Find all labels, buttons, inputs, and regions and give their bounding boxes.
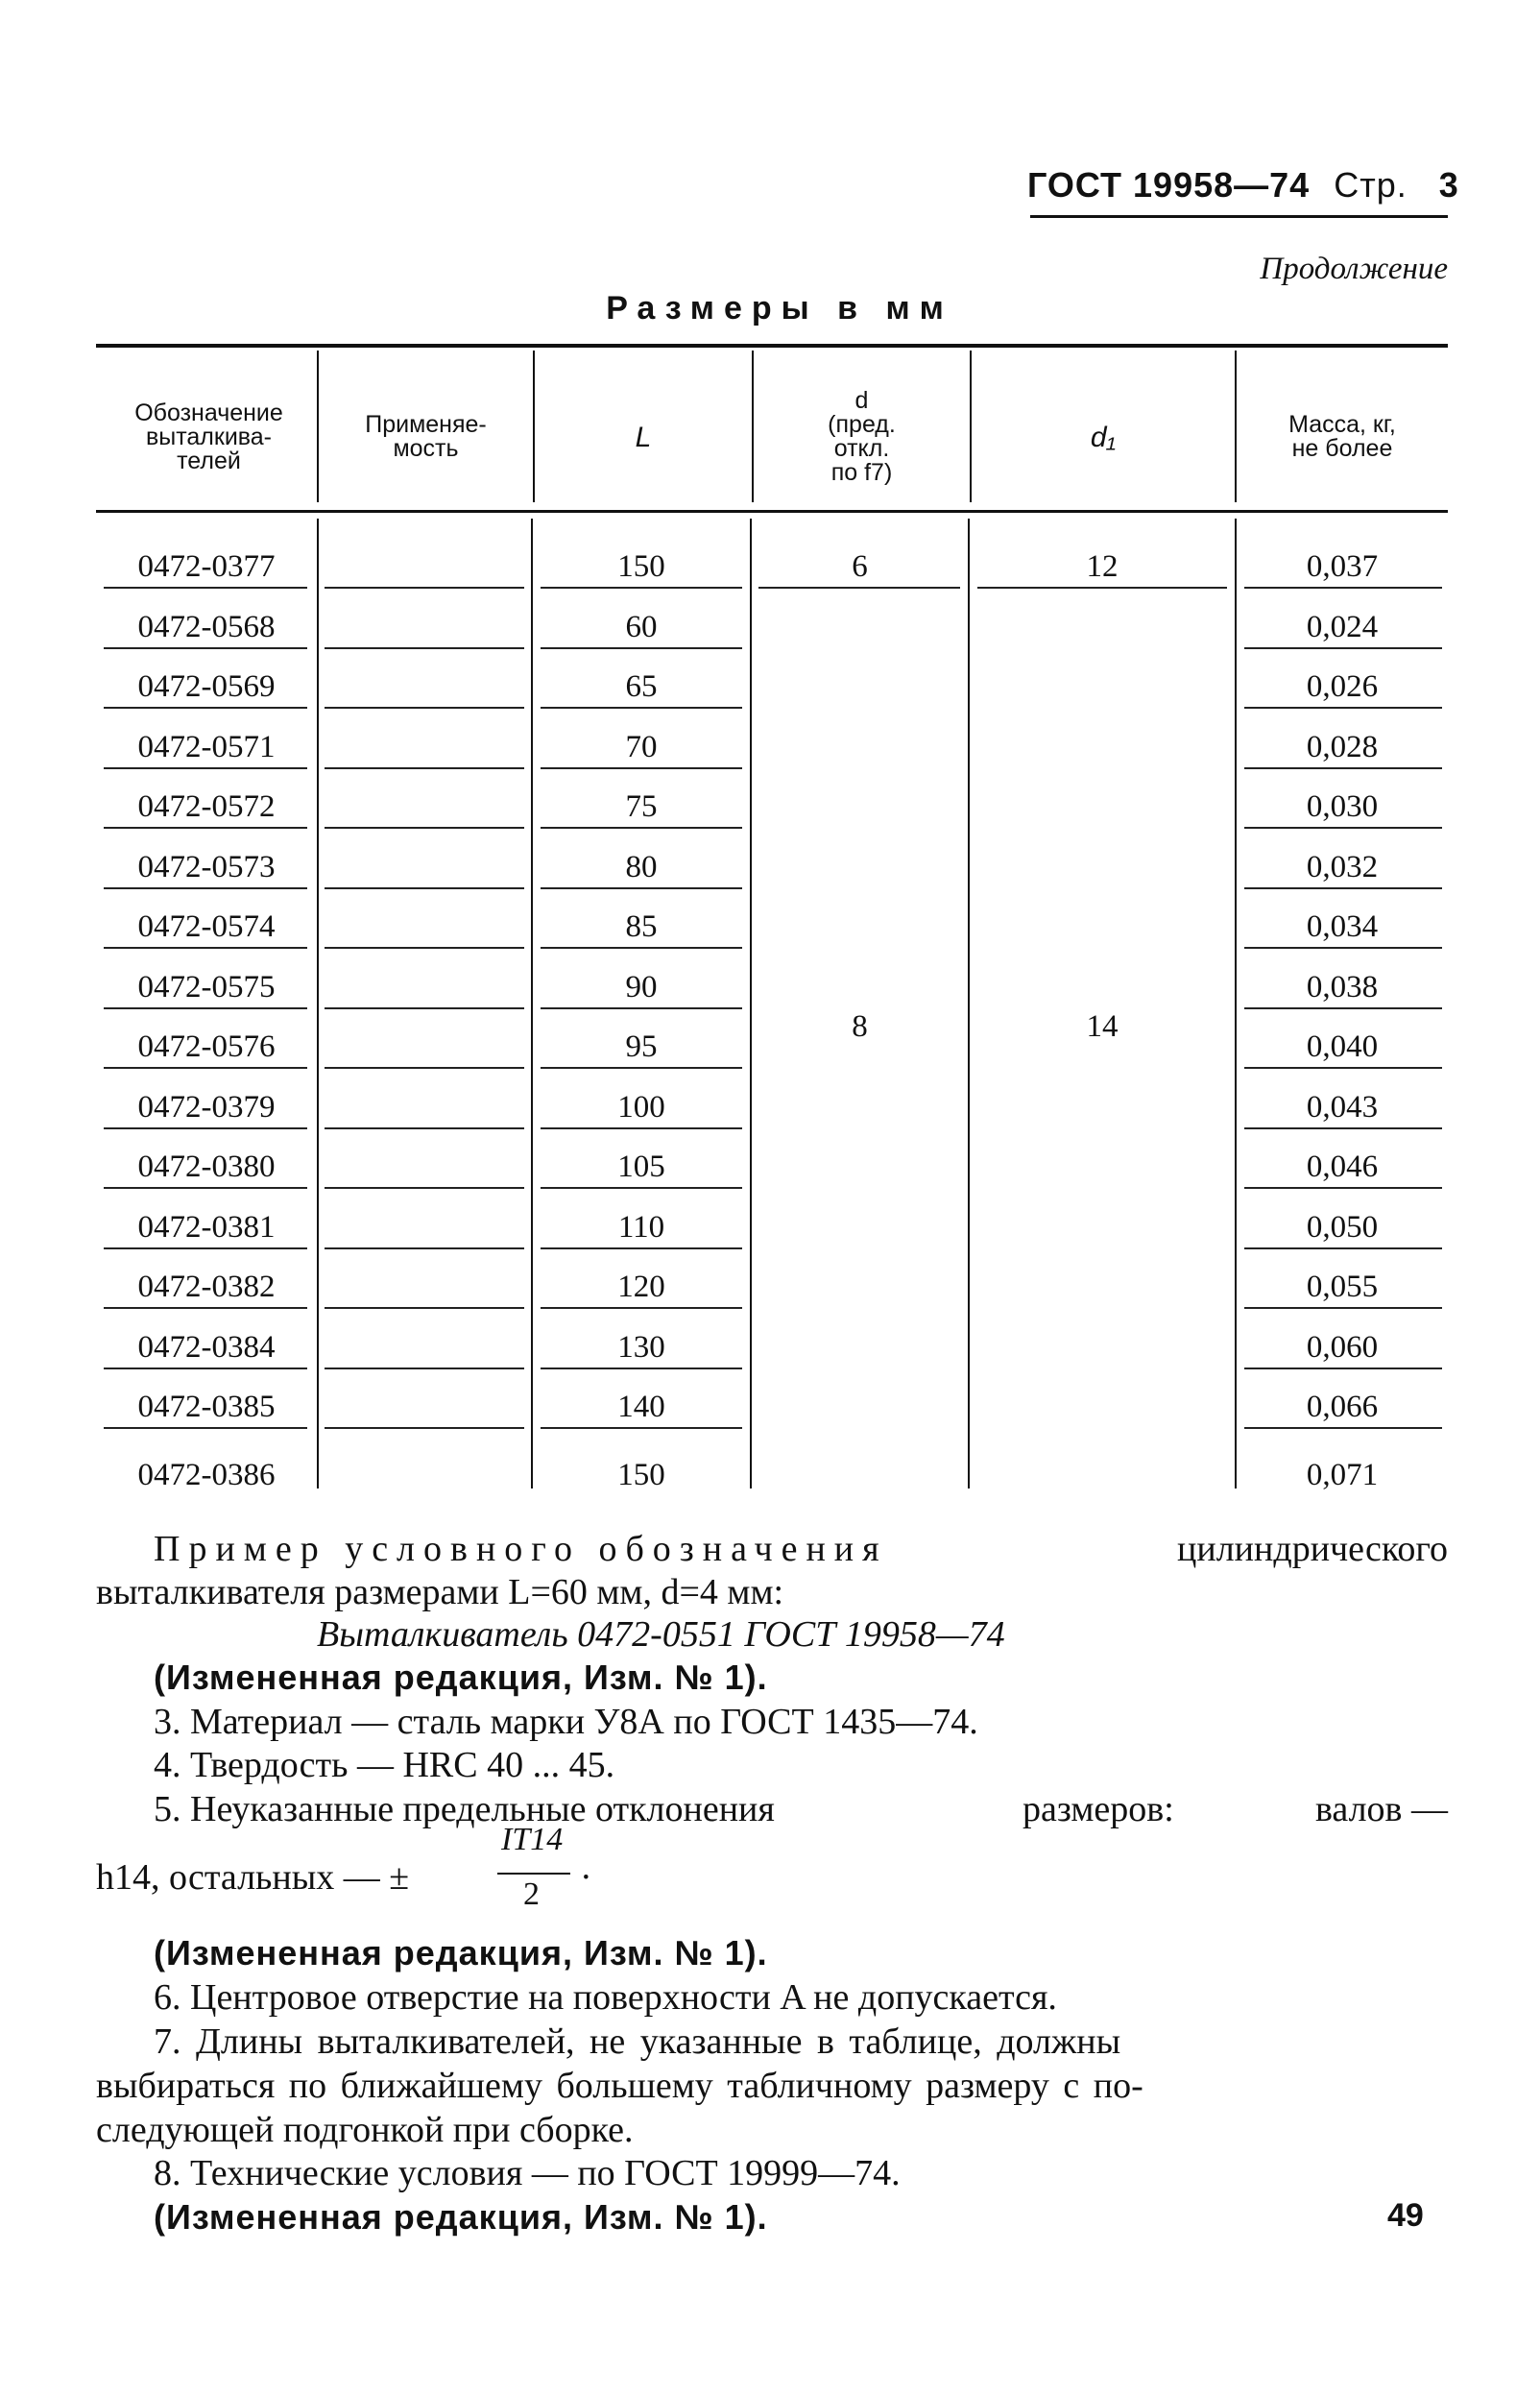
row-underline: [541, 1247, 742, 1249]
header-designation: Обозначение выталкива- телей: [134, 399, 283, 474]
row-underline: [541, 1007, 742, 1009]
cell-L: 120: [617, 1270, 665, 1304]
row-underline: [1244, 1067, 1442, 1069]
cell-L: 100: [617, 1089, 665, 1125]
row-underline: [541, 887, 742, 889]
row-underline: [104, 707, 307, 709]
row-underline: [1244, 1127, 1442, 1129]
row-underline: [541, 647, 742, 649]
cell-designation: 0472-0381: [137, 1209, 276, 1245]
row-underline: [325, 1367, 524, 1369]
cell-L: 150: [617, 1457, 665, 1492]
row-underline: [104, 587, 307, 589]
cell-mass: 0,071: [1306, 1457, 1379, 1492]
row-underline: [1244, 1307, 1442, 1309]
cell-mass: 0,046: [1306, 1150, 1379, 1184]
cell-mass: 0,060: [1306, 1329, 1379, 1365]
row-underline: [104, 1007, 307, 1009]
fraction-denominator: 2: [523, 1876, 540, 1912]
example-designation: Выталкиватель 0472-0551 ГОСТ 19958—74: [317, 1614, 1005, 1655]
units-caption: Размеры в мм: [606, 290, 953, 327]
cell-L: 110: [617, 1209, 665, 1245]
cell-mass: 0,028: [1306, 729, 1379, 764]
row-underline: [1244, 1187, 1442, 1189]
row-underline: [325, 1187, 524, 1189]
row-underline: [325, 707, 524, 709]
example-line-2: выталкивателя размерами L=60 мм, d=4 мм:: [96, 1572, 784, 1612]
row-underline: [325, 947, 524, 949]
cell-designation: 0472-0385: [137, 1390, 276, 1424]
item-5: 5. Неуказанные предельные отклонения размеров: валов —: [154, 1789, 1448, 1829]
header-L: L: [635, 421, 652, 453]
row-underline: [541, 947, 742, 949]
row-underline: [104, 1307, 307, 1309]
cell-L: 130: [617, 1329, 665, 1365]
row-underline: [104, 767, 307, 769]
row-underline: [541, 1307, 742, 1309]
row-underline: [325, 1067, 524, 1069]
row-underline: [1244, 1427, 1442, 1429]
row-underline: [541, 1067, 742, 1069]
continuation-label: Продолжение: [1260, 252, 1448, 286]
header-d1: d₁: [1090, 421, 1117, 453]
cell-designation: 0472-0568: [137, 609, 276, 644]
cell-designation: 0472-0384: [137, 1329, 276, 1365]
item-3: 3. Материал — сталь марки У8А по ГОСТ 1435—74.: [154, 1702, 978, 1742]
row-underline: [325, 1127, 524, 1129]
cell-mass: 0,038: [1306, 969, 1379, 1004]
header-d: d (пред. откл. по f7): [828, 387, 896, 486]
row-underline: [104, 1367, 307, 1369]
item-4: 4. Твердость — HRC 40 ... 45.: [154, 1745, 615, 1785]
cell-L: 60: [625, 609, 658, 644]
row-underline: [541, 827, 742, 829]
cell-d1-first: 12: [1086, 549, 1119, 584]
item-7-line-1: 7. Длины выталкивателей, не указанные в таблице, должны: [154, 2021, 1121, 2062]
cell-mass: 0,032: [1306, 849, 1379, 884]
cell-L: 65: [625, 669, 658, 704]
row-underline: [325, 827, 524, 829]
cell-mass: 0,043: [1306, 1089, 1379, 1125]
cell-mass: 0,030: [1306, 789, 1379, 824]
table-top-rule: [96, 344, 1448, 348]
row-underline: [541, 1187, 742, 1189]
row-underline: [104, 1427, 307, 1429]
row-underline: [104, 947, 307, 949]
amendment-note-3: (Измененная редакция, Изм. № 1).: [154, 2197, 768, 2237]
cell-L: 105: [617, 1150, 665, 1184]
cell-L: 95: [625, 1029, 658, 1064]
cell-L: 80: [625, 849, 658, 884]
cell-L: 75: [625, 789, 658, 824]
cell-mass: 0,026: [1306, 669, 1379, 704]
row-underline: [1244, 587, 1442, 589]
cell-designation: 0472-0575: [137, 969, 276, 1004]
amendment-note-1: (Измененная редакция, Изм. № 1).: [154, 1658, 768, 1697]
row-underline: [541, 1427, 742, 1429]
cell-L: 85: [625, 909, 658, 944]
row-underline: [325, 767, 524, 769]
row-underline: [325, 1007, 524, 1009]
row-underline: [977, 587, 1227, 589]
row-underline: [541, 1127, 742, 1129]
cell-mass: 0,024: [1306, 609, 1379, 644]
header-page-number: 3: [1438, 165, 1459, 205]
fraction-numerator: IT14: [501, 1822, 564, 1857]
cell-designation: 0472-0576: [137, 1029, 276, 1064]
item-8: 8. Технические условия — по ГОСТ 19999—74.: [154, 2153, 901, 2193]
cell-d1-merged: 14: [1086, 1009, 1119, 1044]
row-underline: [1244, 1367, 1442, 1369]
header-applicability: Применяе- мость: [365, 411, 487, 462]
header-mass: Масса, кг, не более: [1288, 411, 1396, 462]
row-underline: [541, 1367, 742, 1369]
row-underline: [104, 827, 307, 829]
cell-designation: 0472-0569: [137, 669, 276, 704]
amendment-note-2: (Измененная редакция, Изм. № 1).: [154, 1933, 768, 1972]
item-5-line-2: h14, остальных — ±: [96, 1857, 410, 1898]
row-underline: [104, 1187, 307, 1189]
cell-mass: 0,055: [1306, 1270, 1379, 1304]
item-7-line-2: выбираться по ближайшему большему табличному размеру с по-: [96, 2066, 1143, 2106]
row-underline: [541, 707, 742, 709]
row-underline: [325, 1427, 524, 1429]
cell-designation: 0472-0382: [137, 1270, 276, 1304]
cell-designation: 0472-0380: [137, 1150, 276, 1184]
cell-mass: 0,040: [1306, 1029, 1379, 1064]
row-underline: [1244, 647, 1442, 649]
item-6: 6. Центровое отверстие на поверхности A не допускается.: [154, 1977, 1057, 2018]
cell-mass: 0,066: [1306, 1390, 1379, 1424]
row-underline: [1244, 767, 1442, 769]
row-underline: [104, 647, 307, 649]
fraction-period: ·: [580, 1857, 592, 1898]
fraction-bar: [497, 1873, 570, 1875]
cell-designation: 0472-0379: [137, 1089, 276, 1125]
row-underline: [104, 1067, 307, 1069]
col-divider: [317, 519, 319, 1488]
row-underline: [1244, 827, 1442, 829]
row-underline: [1244, 1247, 1442, 1249]
running-header: [1027, 165, 1459, 206]
row-underline: [104, 1247, 307, 1249]
header-rule: [1030, 215, 1448, 218]
row-underline: [1244, 947, 1442, 949]
cell-L: 150: [617, 549, 665, 584]
row-underline: [325, 1247, 524, 1249]
item-7-line-3: следующей подгонкой при сборке.: [96, 2110, 634, 2150]
cell-d-merged: 8: [852, 1009, 868, 1044]
cell-d-first: 6: [852, 549, 868, 584]
page-number: 49: [1387, 2197, 1424, 2234]
row-underline: [1244, 1007, 1442, 1009]
standard-code: ГОСТ 19958—74: [1027, 165, 1311, 205]
row-underline: [325, 1307, 524, 1309]
cell-L: 140: [617, 1390, 665, 1424]
cell-mass: 0,034: [1306, 909, 1379, 944]
cell-designation: 0472-0386: [137, 1457, 276, 1492]
cell-mass: 0,037: [1306, 549, 1379, 584]
cell-mass: 0,050: [1306, 1209, 1379, 1245]
row-underline: [1244, 707, 1442, 709]
row-underline: [104, 1127, 307, 1129]
cell-designation: 0472-0571: [137, 729, 276, 764]
example-line-1: Пример условного обозначения цилиндрического: [154, 1529, 1448, 1569]
row-underline: [325, 887, 524, 889]
row-underline: [541, 767, 742, 769]
table-header-rule: [96, 510, 1448, 513]
cell-L: 70: [625, 729, 658, 764]
row-underline: [541, 587, 742, 589]
cell-designation: 0472-0574: [137, 909, 276, 944]
row-underline: [325, 647, 524, 649]
row-underline: [104, 887, 307, 889]
cell-designation: 0472-0572: [137, 789, 276, 824]
page-label: Стр.: [1334, 165, 1408, 205]
row-underline: [325, 587, 524, 589]
cell-designation: 0472-0573: [137, 849, 276, 884]
row-underline: [1244, 887, 1442, 889]
row-underline: [758, 587, 960, 589]
cell-L: 90: [625, 969, 658, 1004]
cell-designation: 0472-0377: [137, 549, 276, 584]
